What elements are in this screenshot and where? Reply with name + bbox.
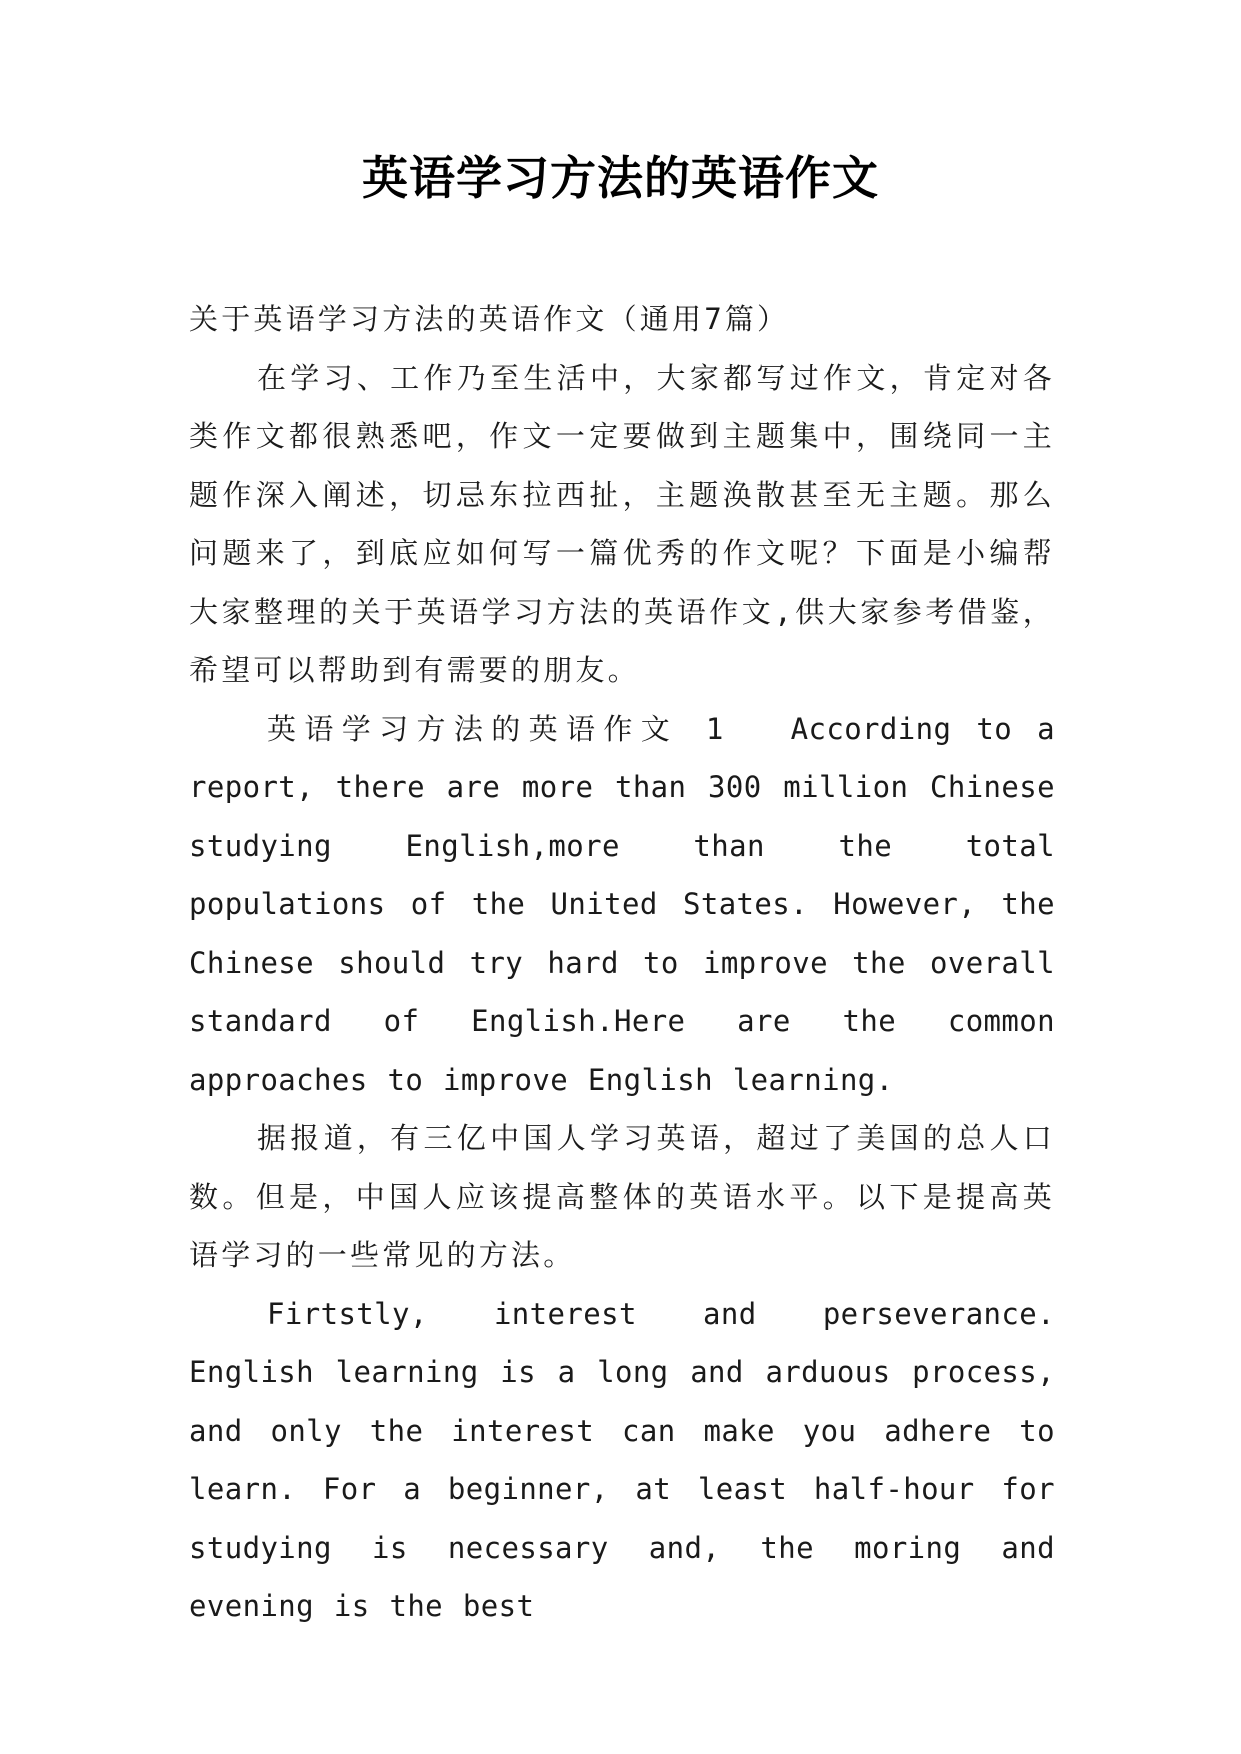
intro-paragraph: 在学习、工作乃至生活中，大家都写过作文，肯定对各类作文都很熟悉吧，作文一定要做到主题集中，围绕同一主题作深入阐述，切忌东拉西扯，主题涣散甚至无主题。那么问题来了，到底应如何写一篇优秀的作文呢？下面是小编帮大家整理的关于英语学习方法的英语作文,供大家参考借鉴，希望可以帮助到有需要的朋友。 xyxy=(189,360,1055,687)
document-body xyxy=(189,290,1055,1636)
essay-1-second-paragraph: Firtstly, interest and perseverance. English learning is a long and arduous process, and only the interest can make you adhere to learn. For a beginner, at least half-hour for studying is necessary and, the moring and evening is the best xyxy=(189,1296,1055,1623)
essay-1-paragraph xyxy=(189,700,1055,1110)
essay-1-heading: 英语学习方法的英语作文 1 xyxy=(267,711,727,746)
document-subtitle: 关于英语学习方法的英语作文（通用7篇） xyxy=(189,302,790,336)
document-title: 英语学习方法的英语作文 xyxy=(362,151,879,205)
essay-1-chinese-translation: 据报道，有三亿中国人学习英语，超过了美国的总人口数。但是，中国人应该提高整体的英语水平。以下是提高英语学习的一些常见的方法。 xyxy=(189,1121,1055,1272)
essay-1-english-text: According to a report, there are more than 300 million Chinese studying English,more than the total populations of the United States. However, the Chinese should try hard to improve the overall standard of English.Here are the common approaches to improve English learning. xyxy=(189,711,1055,1097)
